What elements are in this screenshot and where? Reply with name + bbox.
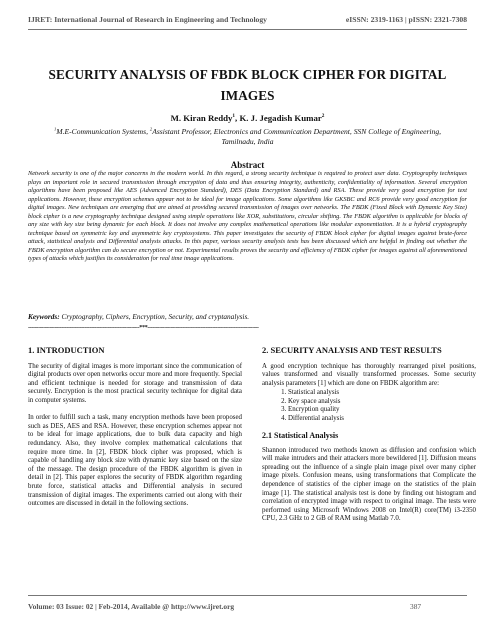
author-line bbox=[30, 113, 465, 123]
journal-issn: eISSN: 2319-1163 | pISSN: 2321-7308 bbox=[345, 15, 467, 24]
author-1: M. Kiran Reddy bbox=[170, 113, 233, 123]
security-heading: 2. SECURITY ANALYSIS AND TEST RESULTS bbox=[262, 345, 442, 355]
security-paragraph-1: A good encryption technique has thoroughly rearranged pixel positions, values transformed and visually transformed processes. Some security analysis parameters [1] which are done on FBDK algorithm are: bbox=[262, 362, 476, 387]
abstract-text: Network security is one of the major concerns in the modern world. In this regard, a strong security technique is required to protect user data. Cryptography techniques plays an important role in secured transmission through encryption of data and thus ensuring integrity, authenticity, confidentiality of information. Several encryption algorithms have been proposed like AES (Advanced Encryption Standard), DES (Data Encryption Standard) and RSA. These provide very good encryption for text applications. However, these encryption schemes appear not to be ideal for image applications. Some algorithms like GKSBC and RC6 provide very good encryption for digital images. New techniques are emerging that are aimed at providing secured transmission of images over networks. The FBDK (Fixed Block with Dynamic Key Size) block cipher is a new cryptography technique designed using simple operations like XOR, substitutions, circular shifting. The FBDK algorithm is applicable for blocks of any size with key size being dynamic for each block. It does not involve any complex mathematical operations like modular exponentiation. It is a hybrid cryptography technique based on symmetric key and asymmetric key cryptosystems. This paper investigates the security of FBDK block cipher for digital images against brute-force attack, statistical analysis and Differential analysis attacks. In this paper, various security analysis tests has been discussed which are helpful in finding out whether the FBDK encryption algorithm can do secure encryption or not. Experimental results proves the security and efficiency of FBDK cipher for images against all aforementioned types of attacks which justifies its consideration for real time image applications. bbox=[28, 170, 467, 263]
page-number: 387 bbox=[410, 602, 422, 611]
author-1-sup: 1 bbox=[232, 113, 236, 120]
running-header bbox=[28, 15, 467, 24]
affiliation bbox=[40, 127, 455, 147]
keywords-label: Keywords: bbox=[28, 312, 60, 321]
list-item: 1. Statistical analysis bbox=[288, 389, 476, 397]
intro-heading: 1. INTRODUCTION bbox=[28, 345, 105, 355]
keywords bbox=[28, 312, 467, 321]
left-column bbox=[28, 346, 242, 517]
footer-text: Volume: 03 Issue: 02 | Feb-2014, Available @ http://www.ijret.org bbox=[28, 602, 235, 611]
author-2: K. J. Jegadish Kumar bbox=[239, 113, 322, 123]
paper-title: SECURITY ANALYSIS OF FBDK BLOCK CIPHER FOR DIGITAL IMAGES bbox=[48, 67, 447, 103]
abstract-heading: Abstract bbox=[230, 160, 265, 170]
right-column bbox=[262, 346, 476, 533]
list-item: 3. Encryption quality bbox=[288, 406, 476, 414]
section-separator: -------------------------------------------------------------------***------------------------------------------------------------------- bbox=[28, 324, 259, 331]
keywords-text: Cryptography, Ciphers, Encryption, Security, and cryptanalysis. bbox=[59, 312, 250, 321]
author-2-sup: 2 bbox=[321, 113, 325, 120]
author-separator: , bbox=[235, 113, 240, 123]
footer-rule bbox=[28, 595, 467, 596]
analysis-list bbox=[262, 389, 476, 423]
affil-sup-2: 2 bbox=[149, 126, 153, 132]
journal-name: IJRET: International Journal of Research in Engineering and Technology bbox=[28, 15, 267, 24]
affil-text-2: Assistant Professor, Electronics and Communication Department, SSN College of Engineering, Tamilnadu, India bbox=[152, 127, 442, 146]
list-item: 2. Key space analysis bbox=[288, 398, 476, 406]
statistical-analysis-paragraph: Shannon introduced two methods known as diffusion and confusion which will make intruders and their attackers more bewildered [1]. Diffusion means spreading out the influence of a single plain image pixel over many cipher image pixels. Confusion means, using transformations that Complicate the dependence of statistics of the cipher image on the statistics of the plain image [1]. The statistical analysis test is done by finding out histogram and correlation of encrypted image with respect to original image. The tests were performed using Microsoft Windows 2008 on Intel(R) core(TM) i3-2350 CPU, 2.3 GHz to 2 GB of RAM using Matlab 7.0. bbox=[262, 446, 476, 523]
header-rule bbox=[28, 29, 467, 30]
intro-paragraph-1: The security of digital images is more important since the communication of digital products over open networks occur more and more frequently. Special and efficient technique is needed for storage and transmission of data securely. Encryption is the most practical security technique for digital data in computer systems. bbox=[28, 362, 242, 404]
affil-text-1: M.E-Communication Systems, bbox=[56, 127, 150, 136]
affil-sup-1: 1 bbox=[53, 126, 57, 132]
intro-paragraph-2: In order to fulfill such a task, many encryption methods have been proposed such as DES, AES and RSA. However, these encryption schemes appear not to be ideal for image applications, due to bulk data capacity and high redundancy. Also, they involve complex mathematical calculations that require more time. In [2], FBDK block cipher was proposed, which is capable of handling any block size with dynamic key size based on the size of the message. The design procedure of the FBDK algorithm is given in detail in [2]. This paper explores the security of FBDK algorithm regarding brute force, statistical attacks and Differential analysis in secured transmission of digital images. The experiments carried out along with their outcomes are discussed in detail in the following sections. bbox=[28, 414, 242, 508]
list-item: 4. Differential analysis bbox=[288, 415, 476, 423]
statistical-analysis-heading: 2.1 Statistical Analysis bbox=[262, 431, 339, 440]
